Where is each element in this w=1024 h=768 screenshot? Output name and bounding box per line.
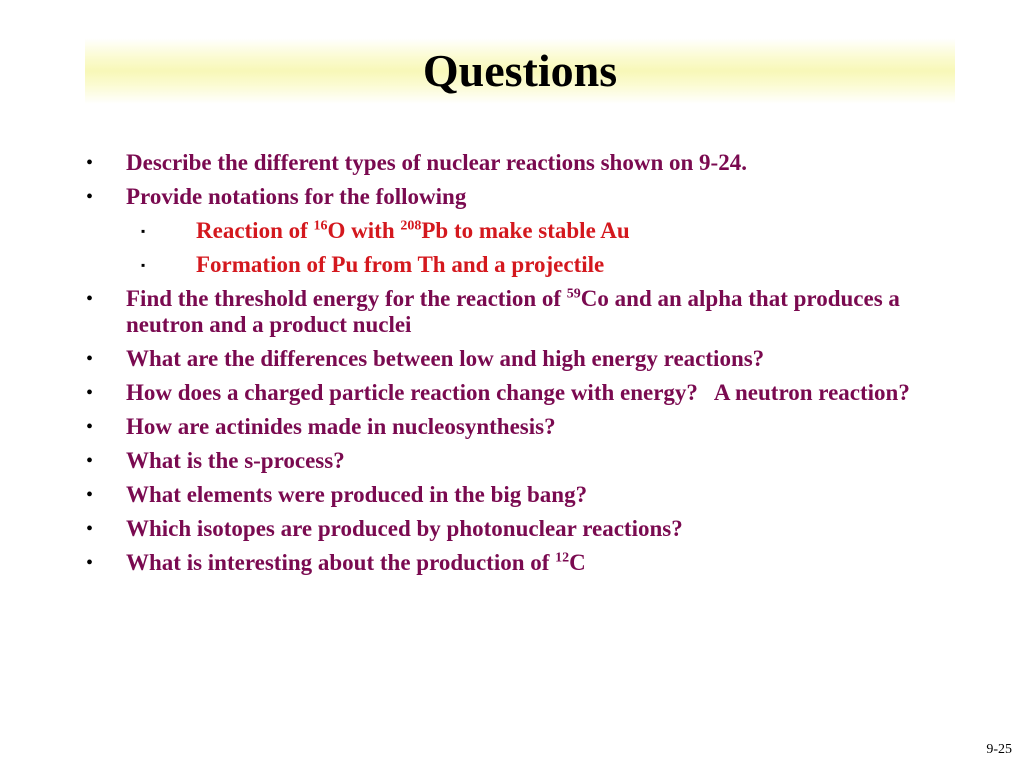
bullet-item <box>0 448 1024 474</box>
bullet-list <box>0 150 1024 584</box>
bullet-item <box>0 346 1024 372</box>
bullet-item <box>0 550 1024 576</box>
bullet-marker: • <box>86 288 94 310</box>
bullet-item <box>0 414 1024 440</box>
bullet-marker: • <box>86 152 94 174</box>
bullet-marker: • <box>86 518 94 540</box>
isotope-mass-number: 16 <box>313 218 328 234</box>
sub-bullet-text: Formation of Pu from Th and a projectile <box>196 252 605 277</box>
bullet-text: How does a charged particle reaction change with energy? A neutron reaction? <box>126 380 910 405</box>
bullet-text: Provide notations for the following <box>126 184 467 209</box>
bullet-item <box>0 482 1024 508</box>
bullet-text: What are the differences between low and high energy reactions? <box>126 346 765 371</box>
sub-bullet-item <box>0 218 1024 244</box>
bullet-text-part: C <box>569 550 586 575</box>
bullet-item <box>0 380 1024 406</box>
bullet-text: What elements were produced in the big bang? <box>126 482 588 507</box>
sub-bullet-text-part: O with <box>327 218 401 243</box>
bullet-marker: • <box>86 382 94 404</box>
bullet-text-part: Find the threshold energy for the reaction of <box>126 286 567 311</box>
bullet-text-part: Co and an alpha that produces a neutron and a product nuclei <box>126 286 900 337</box>
bullet-text: Which isotopes are produced by photonuclear reactions? <box>126 516 683 541</box>
bullet-item <box>0 286 1024 338</box>
bullet-marker: • <box>86 186 94 208</box>
sub-bullet-item <box>0 252 1024 278</box>
bullet-text: How are actinides made in nucleosynthesis? <box>126 414 556 439</box>
title-bar <box>85 38 955 104</box>
bullet-text: Describe the different types of nuclear reactions shown on 9-24. <box>126 150 747 175</box>
bullet-marker: • <box>86 348 94 370</box>
page-number: 9-25 <box>986 742 1012 757</box>
bullet-marker: • <box>86 484 94 506</box>
slide-title: Questions <box>422 45 618 96</box>
bullet-marker: • <box>86 552 94 574</box>
bullet-text: What is the s-process? <box>126 448 345 473</box>
bullet-item <box>0 150 1024 176</box>
isotope-mass-number: 12 <box>555 550 570 566</box>
bullet-marker: • <box>86 450 94 472</box>
bullet-text-part: What is interesting about the production of <box>126 550 556 575</box>
sub-bullet-text-part: Reaction of <box>196 218 314 243</box>
bullet-item <box>0 184 1024 210</box>
isotope-mass-number: 59 <box>566 286 581 302</box>
bullet-item <box>0 516 1024 542</box>
sub-bullet-marker: ▪ <box>141 224 146 238</box>
sub-bullet-marker: ▪ <box>141 258 146 272</box>
sub-bullet-text-part: Pb to make stable Au <box>421 218 630 243</box>
isotope-mass-number: 208 <box>400 218 422 234</box>
bullet-marker: • <box>86 416 94 438</box>
